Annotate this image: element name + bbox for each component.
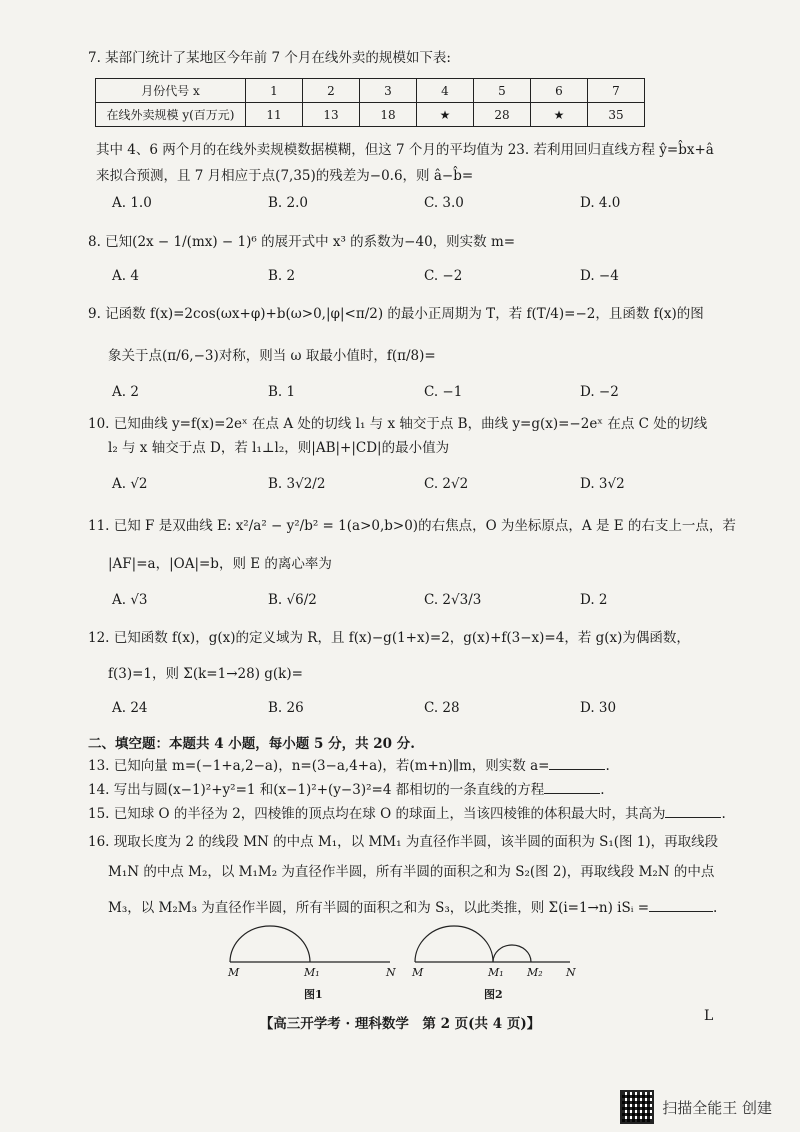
q12-option-a[interactable]: A. 24 [112, 700, 148, 716]
q14-stem: 14. 写出与圆(x−1)²+y²=1 和(x−1)²+(y−3)²=4 都相切的一条直线的方程 [88, 782, 545, 798]
q16-answer-blank[interactable] [649, 898, 713, 912]
table-cell: 35 [588, 103, 645, 127]
q8-option-b[interactable]: B. 2 [268, 268, 296, 284]
q14-row: 14. 写出与圆(x−1)²+y²=1 和(x−1)²+(y−3)²=4 都相切的一条直线的方程 . [88, 782, 605, 798]
q8-option-c[interactable]: C. −2 [424, 268, 463, 284]
q10-option-b[interactable]: B. 3√2/2 [268, 476, 326, 492]
scanner-watermark [620, 1090, 772, 1124]
q11-option-c[interactable]: C. 2√3/3 [424, 592, 482, 608]
page-footer: 【高三开学考 · 理科数学 第 2 页(共 4 页)】 [259, 1016, 541, 1032]
q10-text-2: l₂ 与 x 轴交于点 D，若 l₁⊥l₂，则|AB|+|CD|的最小值为 [108, 440, 450, 456]
q15-stem: 15. 已知球 O 的半径为 2，四棱锥的顶点均在球 O 的球面上，当该四棱锥的体积最大时，其高为 [88, 806, 666, 822]
q7-table [95, 78, 645, 127]
fig2-label-m1: M₁ [488, 966, 504, 979]
q11-stem: 11. 已知 F 是双曲线 E: x²/a² − y²/b² = 1(a>0,b>0)的右焦点，O 为坐标原点，A 是 E 的右支上一点，若 [88, 518, 736, 534]
q12-text-2: f(3)=1，则 Σ(k=1→28) g(k)= [108, 666, 303, 682]
q12-option-b[interactable]: B. 26 [268, 700, 304, 716]
q12-stem: 12. 已知函数 f(x)，g(x)的定义域为 R，且 f(x)−g(1+x)=2，g(x)+f(3−x)=4，若 g(x)为偶函数， [88, 630, 690, 646]
fig2-label-n: N [566, 966, 576, 979]
section-fill-in-heading: 二、填空题：本题共 4 小题，每小题 5 分，共 20 分. [88, 736, 415, 752]
q16-row-3: M₃，以 M₂M₃ 为直径作半圆，所有半圆的面积之和为 S₃，以此类推，则 Σ(i=1→n) iSᵢ = . [108, 900, 718, 916]
q8-stem: 8. 已知(2x − 1/(mx) − 1)⁶ 的展开式中 x³ 的系数为−40，则实数 m= [88, 234, 516, 250]
q10-option-c[interactable]: C. 2√2 [424, 476, 469, 492]
table-cell: 28 [474, 103, 531, 127]
table-header-month: 月份代号 x [96, 79, 246, 103]
q10-option-a[interactable]: A. √2 [112, 476, 148, 492]
q16-stem: 16. 现取长度为 2 的线段 MN 的中点 M₁，以 MM₁ 为直径作半圆，该半圆的面积为 S₁(图 1)，再取线段 [88, 834, 719, 850]
q15-row: 15. 已知球 O 的半径为 2，四棱锥的顶点均在球 O 的球面上，当该四棱锥的体积最大时，其高为 . [88, 806, 726, 822]
fig1-semicircle-1 [230, 926, 310, 962]
fig1-label-n: N [386, 966, 396, 979]
table-cell: 5 [474, 79, 531, 103]
qr-code-icon [620, 1090, 654, 1124]
table-cell: 6 [531, 79, 588, 103]
q13-answer-blank[interactable] [549, 756, 605, 770]
table-cell: 3 [360, 79, 417, 103]
q14-answer-blank[interactable] [544, 780, 600, 794]
fig2-semicircle-1 [415, 926, 493, 962]
q7-option-c[interactable]: C. 3.0 [424, 195, 464, 211]
table-cell: 7 [588, 79, 645, 103]
table-cell: 18 [360, 103, 417, 127]
semicircle-figures [220, 920, 600, 970]
fig1-label-m: M [228, 966, 240, 979]
q9-option-b[interactable]: B. 1 [268, 384, 296, 400]
table-cell: ★ [417, 103, 474, 127]
fig2-label-m2: M₂ [527, 966, 543, 979]
q7-text-2: 其中 4、6 两个月的在线外卖规模数据模糊，但这 7 个月的平均值为 23. 若利用回归直线方程 ŷ=b̂x+â [96, 142, 714, 158]
q11-option-b[interactable]: B. √6/2 [268, 592, 317, 608]
table-cell: 2 [303, 79, 360, 103]
table-cell: ★ [531, 103, 588, 127]
q15-answer-blank[interactable] [665, 804, 721, 818]
q16-text-2: M₁N 的中点 M₂，以 M₁M₂ 为直径作半圆，所有半圆的面积之和为 S₂(图 2)，再取线段 M₂N 的中点 [108, 864, 715, 880]
q9-text-2: 象关于点(π/6,−3)对称，则当 ω 取最小值时，f(π/8)= [108, 348, 436, 364]
fig1-label-m1: M₁ [304, 966, 320, 979]
q16-text-3: M₃，以 M₂M₃ 为直径作半圆，所有半圆的面积之和为 S₃，以此类推，则 Σ(i=1→n) iSᵢ = [108, 900, 650, 916]
q9-stem: 9. 记函数 f(x)=2cos(ωx+φ)+b(ω>0,|φ|<π/2) 的最小正周期为 T，若 f(T/4)=−2，且函数 f(x)的图 [88, 306, 704, 322]
q11-option-a[interactable]: A. √3 [112, 592, 148, 608]
q10-option-d[interactable]: D. 3√2 [580, 476, 625, 492]
q7-option-d[interactable]: D. 4.0 [580, 195, 621, 211]
q11-option-d[interactable]: D. 2 [580, 592, 608, 608]
fig2-semicircle-2 [493, 945, 531, 962]
q13-row: 13. 已知向量 m=(−1+a,2−a)，n=(3−a,4+a)，若(m+n)∥m，则实数 a= . [88, 758, 610, 774]
q7-option-a[interactable]: A. 1.0 [112, 195, 152, 211]
q10-stem: 10. 已知曲线 y=f(x)=2eˣ 在点 A 处的切线 l₁ 与 x 轴交于点 B，曲线 y=g(x)=−2eˣ 在点 C 处的切线 [88, 416, 708, 432]
q7-text-3: 来拟合预测，且 7 月相应于点(7,35)的残差为−0.6，则 â−b̂= [96, 168, 474, 184]
table-cell: 13 [303, 103, 360, 127]
q13-stem: 13. 已知向量 m=(−1+a,2−a)，n=(3−a,4+a)，若(m+n)∥m，则实数 a= [88, 758, 550, 774]
q12-option-c[interactable]: C. 28 [424, 700, 460, 716]
table-row [96, 79, 645, 103]
q9-option-a[interactable]: A. 2 [112, 384, 139, 400]
fig2-caption: 图2 [484, 988, 503, 1001]
table-cell: 11 [246, 103, 303, 127]
q9-option-c[interactable]: C. −1 [424, 384, 463, 400]
scanner-text: 扫描全能王 创建 [662, 1098, 772, 1117]
table-cell: 4 [417, 79, 474, 103]
q7-stem: 7. 某部门统计了某地区今年前 7 个月在线外卖的规模如下表: [88, 50, 451, 66]
table-cell: 1 [246, 79, 303, 103]
q8-option-d[interactable]: D. −4 [580, 268, 619, 284]
fig1-caption: 图1 [304, 988, 323, 1001]
table-row [96, 103, 645, 127]
q7-option-b[interactable]: B. 2.0 [268, 195, 308, 211]
q9-option-d[interactable]: D. −2 [580, 384, 619, 400]
q11-text-2: |AF|=a，|OA|=b，则 E 的离心率为 [108, 556, 332, 572]
corner-mark: L [704, 1008, 714, 1024]
fig2-label-m: M [412, 966, 424, 979]
q12-option-d[interactable]: D. 30 [580, 700, 617, 716]
table-header-scale: 在线外卖规模 y(百万元) [96, 103, 246, 127]
q8-option-a[interactable]: A. 4 [112, 268, 139, 284]
